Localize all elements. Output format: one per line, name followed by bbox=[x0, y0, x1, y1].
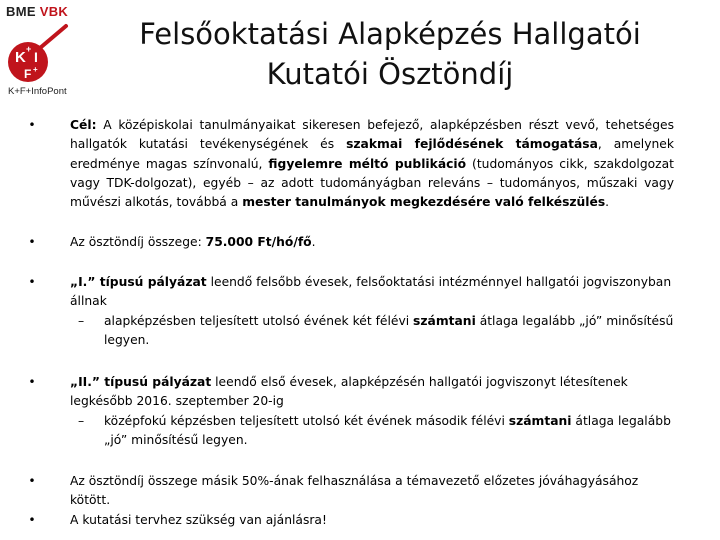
bullet-marker: • bbox=[28, 235, 36, 249]
bullet-text: A kutatási tervhez szükség van ajánlásra! bbox=[70, 513, 327, 527]
sub-item bbox=[70, 412, 674, 451]
emblem-k: K bbox=[15, 49, 26, 66]
bullet-marker: • bbox=[28, 513, 36, 527]
logo-caption: K+F+InfoPont bbox=[8, 86, 67, 97]
logo-vbk: VBK bbox=[39, 4, 69, 19]
text-run: Az ösztöndíj összege: bbox=[70, 235, 206, 249]
text-emphasis: számtani bbox=[508, 413, 572, 428]
logo-bme: BME bbox=[6, 4, 36, 19]
logo-wordmark bbox=[6, 4, 82, 19]
text-run: leendő első évesek, alapképzésén hallgatói jogviszonyt létesítenek legkésőbb 2016. szeptember 20-ig bbox=[70, 375, 628, 409]
text-run: , amelynek eredménye magas színvonalú, bbox=[70, 137, 674, 171]
text-emphasis: figyelemre méltó publikáció bbox=[268, 156, 467, 171]
emblem-f: F bbox=[24, 67, 32, 81]
text-emphasis: számtani bbox=[413, 313, 476, 328]
bullet-text bbox=[70, 233, 674, 252]
sub-marker: – bbox=[78, 413, 85, 428]
text-run: alapképzésben teljesített utolsó évének két félévi bbox=[104, 313, 414, 328]
bullet-marker: • bbox=[28, 275, 36, 289]
bullet-marker: • bbox=[28, 118, 36, 132]
text-run: . bbox=[311, 235, 316, 249]
text-run: A középiskolai tanulmányaikat sikeresen befejező, alapképzésben részt vevő, tehetséges hallgatók kutatási tevékenységének és bbox=[70, 118, 674, 152]
emblem-plus-2: + bbox=[33, 65, 38, 74]
text-run: leendő felsőbb évesek, felsőoktatási intézménnyel hallgatói jogviszonyban állnak bbox=[70, 275, 672, 309]
sub-marker: – bbox=[78, 313, 85, 328]
logo bbox=[6, 4, 82, 100]
bullet-text bbox=[70, 116, 674, 212]
type-2-label: „II.” típusú pályázat bbox=[70, 375, 212, 389]
goal-label: Cél: bbox=[70, 118, 97, 132]
text-run: középfokú képzésben teljesített utolsó két évének második félévi bbox=[104, 413, 509, 428]
title-line-2: Kutatói Ösztöndíj bbox=[266, 57, 514, 91]
bullet-text bbox=[70, 373, 674, 450]
bullet-text: Az ösztöndíj összege másik 50%-ának felhasználása a témavezető előzetes jóváhagyásához kötött. bbox=[70, 474, 639, 508]
bullet-marker: • bbox=[28, 375, 36, 389]
emblem-i: I bbox=[34, 49, 38, 65]
amount-value: 75.000 Ft/hó/fő bbox=[205, 235, 312, 249]
kif-emblem-icon bbox=[6, 18, 82, 88]
sub-item bbox=[70, 312, 674, 351]
text-run: . bbox=[605, 195, 610, 210]
emblem-plus-1: + bbox=[26, 44, 32, 54]
text-run: átlaga legalább „jó” minősítésű legyen. bbox=[104, 413, 671, 447]
title-line-1: Felsőoktatási Alapképzés Hallgatói bbox=[139, 17, 641, 51]
text-emphasis: szakmai fejlődésének támogatása bbox=[346, 137, 598, 152]
type-1-label: „I.” típusú pályázat bbox=[70, 275, 207, 289]
bullet-marker: • bbox=[28, 474, 36, 488]
text-run: átlaga legalább „jó” minősítésű legyen. bbox=[104, 313, 674, 347]
text-emphasis: mester tanulmányok megkezdésére való felkészülés bbox=[242, 195, 606, 210]
text-run: (tudományos cikk, szakdolgozat vagy TDK-dolgozat), egyéb – az adott tudományágban releváns – tudományos, műszaki vagy művészi alkotás, továbbá a bbox=[70, 156, 674, 210]
page-title bbox=[110, 14, 670, 94]
bullet-text bbox=[70, 273, 674, 350]
